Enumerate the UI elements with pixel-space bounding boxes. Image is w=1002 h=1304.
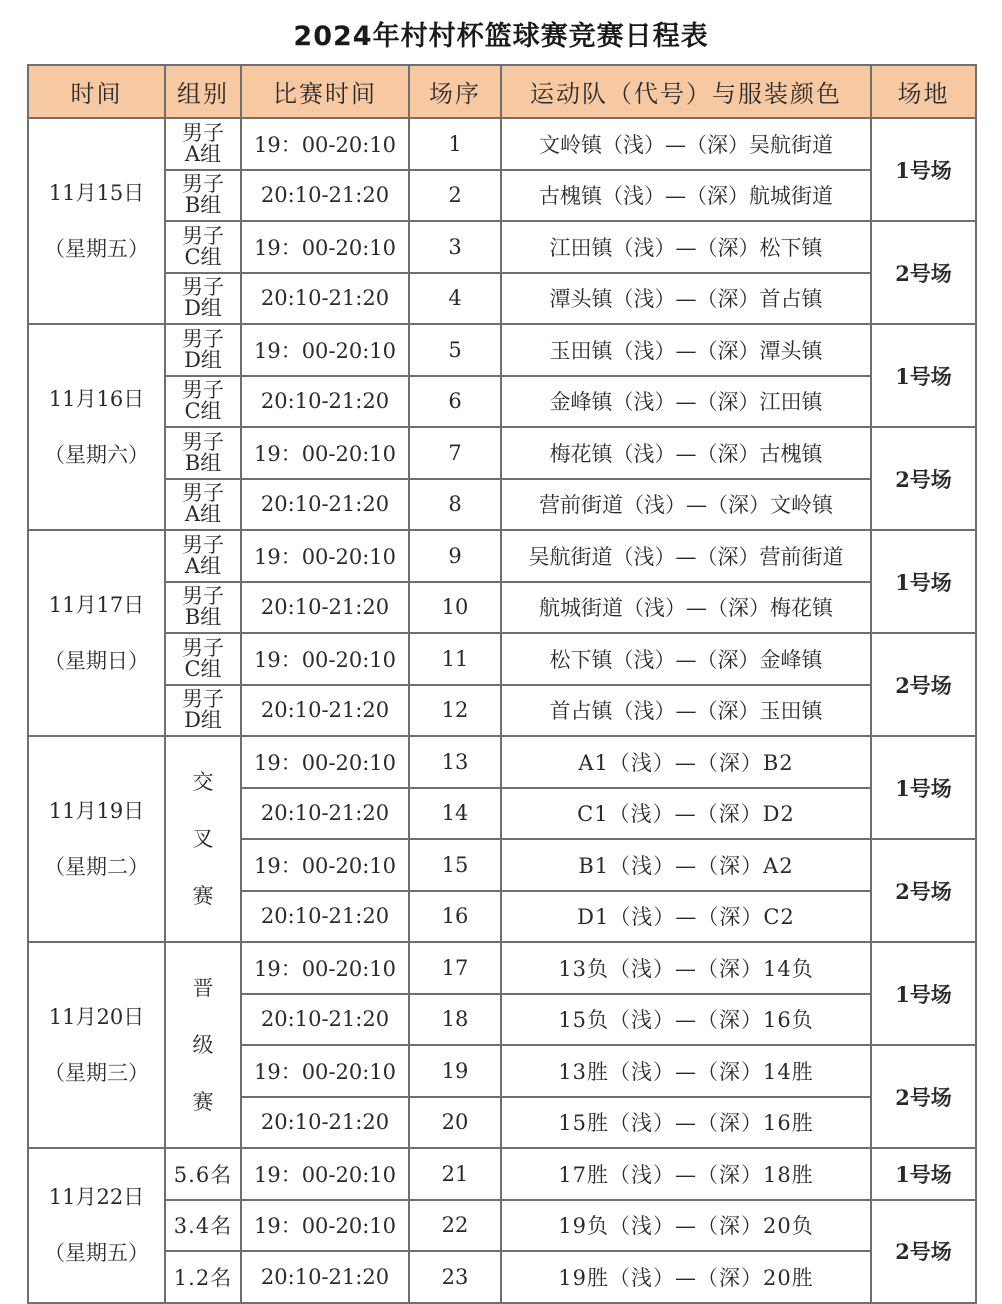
date-cell [28, 736, 165, 942]
match-number: 12 [409, 685, 501, 737]
group-cell: 男子 D组 [165, 324, 241, 376]
match-number: 18 [409, 994, 501, 1046]
table-row [28, 1200, 976, 1252]
match-time: 19：00-20:10 [241, 427, 409, 479]
schedule-table [27, 64, 977, 1304]
table-row [28, 273, 976, 325]
match-number: 23 [409, 1251, 501, 1303]
table-row [28, 221, 976, 273]
table-row [28, 1251, 976, 1303]
weekday-text: （星期三） [44, 1061, 149, 1085]
match-number: 13 [409, 736, 501, 788]
teams-cell: 玉田镇（浅）—（深）潭头镇 [501, 324, 871, 376]
match-number: 5 [409, 324, 501, 376]
table-row [28, 479, 976, 531]
match-number: 2 [409, 170, 501, 222]
match-number: 19 [409, 1045, 501, 1097]
table-row [28, 324, 976, 376]
match-number: 15 [409, 839, 501, 891]
teams-cell: 吴航街道（浅）—（深）营前街道 [501, 530, 871, 582]
teams-cell: 梅花镇（浅）—（深）古槐镇 [501, 427, 871, 479]
teams-cell: 松下镇（浅）—（深）金峰镇 [501, 633, 871, 685]
teams-cell: 首占镇（浅）—（深）玉田镇 [501, 685, 871, 737]
teams-cell: C1（浅）—（深）D2 [501, 788, 871, 840]
match-number: 22 [409, 1200, 501, 1252]
venue-cell: 2号场 [871, 1045, 976, 1148]
teams-cell: 15负（浅）—（深）16负 [501, 994, 871, 1046]
date-text: 11月16日 [48, 387, 145, 411]
weekday-text: （星期日） [44, 649, 149, 673]
teams-cell: 金峰镇（浅）—（深）江田镇 [501, 376, 871, 428]
date-text: 11月15日 [48, 181, 145, 205]
venue-cell: 1号场 [871, 736, 976, 839]
match-time: 20:10-21:20 [241, 788, 409, 840]
teams-cell: 航城街道（浅）—（深）梅花镇 [501, 582, 871, 634]
match-number: 6 [409, 376, 501, 428]
match-time: 19：00-20:10 [241, 530, 409, 582]
teams-cell: 13负（浅）—（深）14负 [501, 942, 871, 994]
match-number: 14 [409, 788, 501, 840]
header-venue: 场地 [871, 65, 976, 118]
date-cell [28, 530, 165, 736]
rank-cell: 5.6名 [165, 1148, 241, 1200]
group-cell: 男子 A组 [165, 118, 241, 170]
header-group: 组别 [165, 65, 241, 118]
weekday-text: （星期五） [44, 237, 149, 261]
match-time: 19：00-20:10 [241, 1148, 409, 1200]
match-time: 20:10-21:20 [241, 1251, 409, 1303]
match-number: 17 [409, 942, 501, 994]
stage-cell [165, 736, 241, 942]
group-cell: 男子 C组 [165, 221, 241, 273]
header-match-no: 场序 [409, 65, 501, 118]
match-number: 3 [409, 221, 501, 273]
venue-cell: 2号场 [871, 221, 976, 324]
venue-cell: 2号场 [871, 1200, 976, 1303]
group-cell: 男子 A组 [165, 530, 241, 582]
header-match-time: 比赛时间 [241, 65, 409, 118]
table-row [28, 633, 976, 685]
venue-cell: 1号场 [871, 942, 976, 1045]
header-time: 时间 [28, 65, 165, 118]
match-time: 20:10-21:20 [241, 685, 409, 737]
teams-cell: 15胜（浅）—（深）16胜 [501, 1097, 871, 1149]
header-row [28, 65, 976, 118]
venue-cell: 1号场 [871, 324, 976, 427]
stage-text: 晋 级 赛 [192, 975, 214, 1114]
date-cell [28, 942, 165, 1148]
group-cell: 男子 D组 [165, 685, 241, 737]
match-number: 4 [409, 273, 501, 325]
teams-cell: 江田镇（浅）—（深）松下镇 [501, 221, 871, 273]
match-number: 20 [409, 1097, 501, 1149]
match-time: 20:10-21:20 [241, 994, 409, 1046]
venue-cell: 2号场 [871, 839, 976, 942]
date-text: 11月17日 [48, 593, 145, 617]
group-cell: 男子 D组 [165, 273, 241, 325]
teams-cell: 17胜（浅）—（深）18胜 [501, 1148, 871, 1200]
match-time: 19：00-20:10 [241, 633, 409, 685]
date-cell [28, 1148, 165, 1303]
match-number: 7 [409, 427, 501, 479]
group-cell: 男子 B组 [165, 427, 241, 479]
match-number: 16 [409, 891, 501, 943]
teams-cell: A1（浅）—（深）B2 [501, 736, 871, 788]
table-row [28, 736, 976, 788]
teams-cell: D1（浅）—（深）C2 [501, 891, 871, 943]
match-number: 8 [409, 479, 501, 531]
weekday-text: （星期五） [44, 1241, 149, 1266]
date-text: 11月19日 [48, 799, 145, 823]
table-row [28, 427, 976, 479]
match-time: 19：00-20:10 [241, 1200, 409, 1252]
match-time: 19：00-20:10 [241, 736, 409, 788]
table-row [28, 170, 976, 222]
group-cell: 男子 C组 [165, 376, 241, 428]
teams-cell: 文岭镇（浅）—（深）吴航街道 [501, 118, 871, 170]
group-cell: 男子 A组 [165, 479, 241, 531]
match-number: 9 [409, 530, 501, 582]
match-time: 19：00-20:10 [241, 1045, 409, 1097]
venue-cell: 2号场 [871, 427, 976, 530]
date-text: 11月22日 [48, 1185, 145, 1210]
venue-cell: 2号场 [871, 633, 976, 736]
group-cell: 男子 B组 [165, 170, 241, 222]
rank-cell: 3.4名 [165, 1200, 241, 1252]
weekday-text: （星期六） [44, 443, 149, 467]
match-time: 20:10-21:20 [241, 376, 409, 428]
rank-cell: 1.2名 [165, 1251, 241, 1303]
table-row [28, 942, 976, 994]
venue-cell: 1号场 [871, 1148, 976, 1200]
teams-cell: 营前街道（浅）—（深）文岭镇 [501, 479, 871, 531]
date-cell [28, 324, 165, 530]
match-time: 20:10-21:20 [241, 891, 409, 943]
match-time: 20:10-21:20 [241, 170, 409, 222]
stage-cell [165, 942, 241, 1148]
teams-cell: 13胜（浅）—（深）14胜 [501, 1045, 871, 1097]
group-cell: 男子 B组 [165, 582, 241, 634]
match-time: 20:10-21:20 [241, 479, 409, 531]
match-number: 21 [409, 1148, 501, 1200]
match-time: 19：00-20:10 [241, 942, 409, 994]
group-cell: 男子 C组 [165, 633, 241, 685]
match-time: 19：00-20:10 [241, 324, 409, 376]
match-number: 1 [409, 118, 501, 170]
table-row [28, 376, 976, 428]
weekday-text: （星期二） [44, 855, 149, 879]
table-row [28, 118, 976, 170]
match-number: 10 [409, 582, 501, 634]
teams-cell: 19胜（浅）—（深）20胜 [501, 1251, 871, 1303]
match-time: 20:10-21:20 [241, 1097, 409, 1149]
table-row [28, 582, 976, 634]
teams-cell: 古槐镇（浅）—（深）航城街道 [501, 170, 871, 222]
teams-cell: B1（浅）—（深）A2 [501, 839, 871, 891]
page-title: 2024年村村杯篮球赛竞赛日程表 [293, 21, 709, 52]
match-time: 20:10-21:20 [241, 582, 409, 634]
venue-cell: 1号场 [871, 530, 976, 633]
teams-cell: 潭头镇（浅）—（深）首占镇 [501, 273, 871, 325]
match-number: 11 [409, 633, 501, 685]
match-time: 20:10-21:20 [241, 273, 409, 325]
match-time: 19：00-20:10 [241, 118, 409, 170]
table-row [28, 1148, 976, 1200]
date-text: 11月20日 [48, 1005, 145, 1029]
table-row [28, 530, 976, 582]
header-teams: 运动队（代号）与服装颜色 [501, 65, 871, 118]
stage-text: 交 叉 赛 [192, 769, 214, 908]
match-time: 19：00-20:10 [241, 839, 409, 891]
table-row [28, 685, 976, 737]
match-time: 19：00-20:10 [241, 221, 409, 273]
venue-cell: 1号场 [871, 118, 976, 221]
date-cell [28, 118, 165, 324]
teams-cell: 19负（浅）—（深）20负 [501, 1200, 871, 1252]
